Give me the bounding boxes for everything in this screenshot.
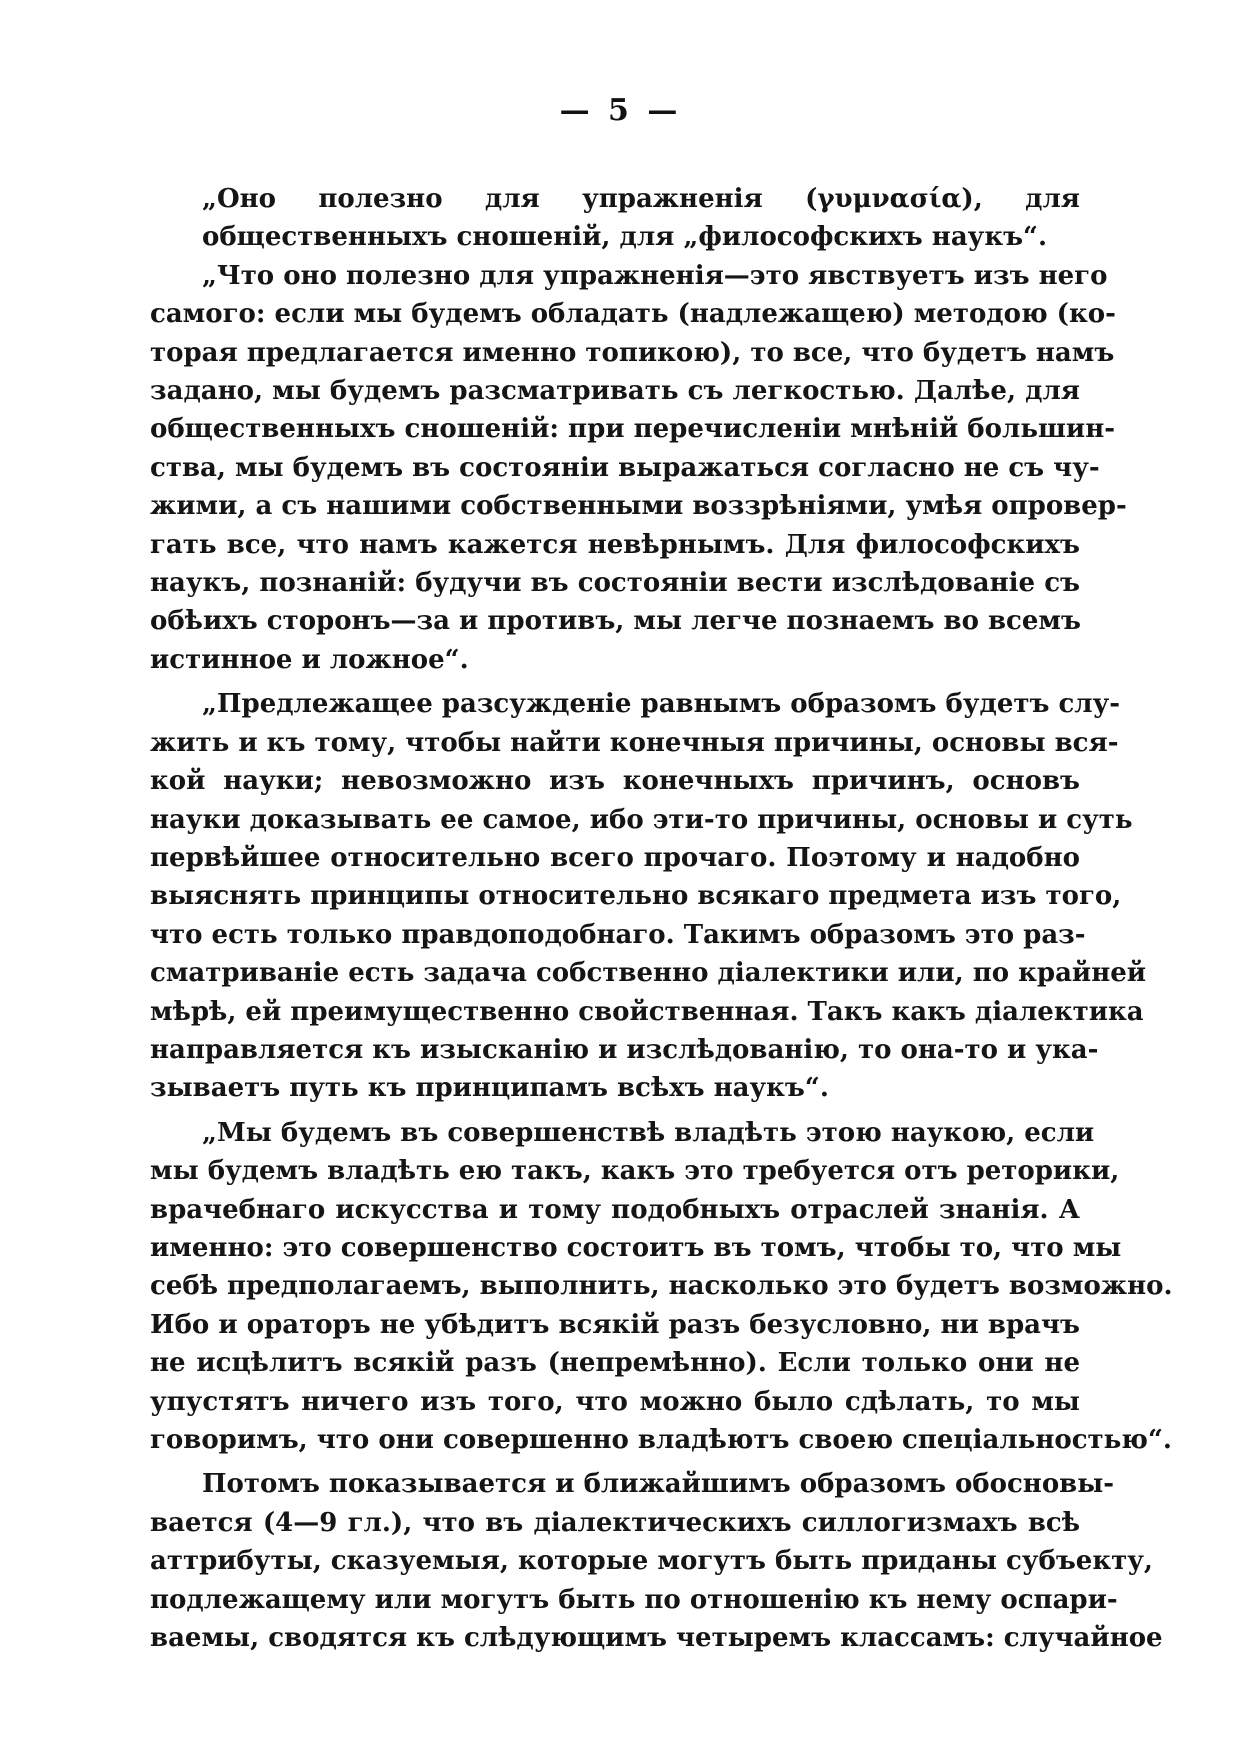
text-line: „Оно полезно для упражненія (γυμνασία), для общественныхъ сношеній, для „философскихъ наукъ“.: [202, 184, 1080, 253]
page-number: — 5 —: [559, 93, 682, 128]
text-line: мѣрѣ, ей преимущественно свойственная. Такъ какъ діалектика: [150, 996, 1144, 1027]
text-line: себѣ предполагаемъ, выполнить, насколько это будетъ возможно.: [150, 1271, 1173, 1302]
text-line: задано, мы будемъ разсматривать съ легкостью. Далѣе, для: [150, 376, 1080, 407]
text-line: кой науки; невозможно изъ конечныхъ причинъ, основъ: [150, 766, 1080, 797]
text-line: подлежащему или могутъ быть по отношенію къ нему оспари-: [150, 1584, 1118, 1615]
text-line: гать все, что намъ кажется невѣрнымъ. Для философскихъ: [150, 529, 1080, 560]
text-line: ваемы, сводятся къ слѣдующимъ четыремъ классамъ: случайное: [150, 1623, 1163, 1654]
text-line: науки доказывать ее самое, ибо эти-то причины, основы и суть: [150, 804, 1133, 835]
text-line: не исцѣлитъ всякій разъ (непремѣнно). Если только они не: [150, 1348, 1080, 1379]
text-line: обѣихъ сторонъ—за и противъ, мы легче познаемъ во всемъ: [150, 606, 1081, 637]
text-line: зываетъ путь къ принципамъ всѣхъ наукъ“.: [150, 1073, 829, 1104]
text-line: вается (4—9 гл.), что въ діалектическихъ силлогизмахъ всѣ: [150, 1507, 1080, 1538]
text-line: „Что оно полезно для упражненія—это явствуетъ изъ него: [202, 260, 1108, 291]
page-text: [150, 180, 1173, 1657]
text-line: что есть только правдоподобнаго. Такимъ образомъ это раз-: [150, 919, 1086, 950]
text-line: говоримъ, что они совершенно владѣютъ своею спеціальностью“.: [150, 1425, 1172, 1455]
text-line: направляется къ изысканію и изслѣдованію, то она-то и ука-: [150, 1034, 1099, 1065]
text-line: „Мы будемъ въ совершенствѣ владѣть этою наукою, если: [202, 1117, 1095, 1148]
text-line: первѣйшее относительно всего прочаго. Поэтому и надобно: [150, 842, 1080, 873]
text-line: самого: если мы будемъ обладать (надлежащею) методою (ко-: [150, 299, 1116, 330]
text-line: врачебнаго искусства и тому подобныхъ отраслей знанія. А: [150, 1194, 1080, 1225]
text-line: Ибо и ораторъ не убѣдитъ всякій разъ безусловно, ни врачъ: [150, 1309, 1080, 1340]
text-line: упустятъ ничего изъ того, что можно было сдѣлать, то мы: [150, 1386, 1080, 1417]
text-line: аттрибуты, сказуемыя, которые могутъ быть приданы субъекту,: [150, 1546, 1153, 1577]
text-line: жими, а съ нашими собственными воззрѣніями, умѣя опровер-: [150, 491, 1127, 522]
text-line: наукъ, познаній: будучи въ состояніи вести изслѣдованіе съ: [150, 568, 1080, 599]
text-line: мы будемъ владѣть ею такъ, какъ это требуется отъ реторики,: [150, 1156, 1120, 1187]
text-line: именно: это совершенство состоитъ въ томъ, чтобы то, что мы: [150, 1232, 1122, 1263]
text-line: жить и къ тому, чтобы найти конечныя причины, основы вся-: [150, 727, 1119, 758]
text-line: выяснять принципы относительно всякаго предмета изъ того,: [150, 881, 1122, 912]
text-line: торая предлагается именно топикою), то все, что будетъ намъ: [150, 337, 1115, 368]
text-line: „Предлежащее разсужденіе равнымъ образомъ будетъ слу-: [202, 689, 1121, 720]
text-line: истинное и ложное“.: [150, 644, 469, 675]
text-line: ства, мы будемъ въ состояніи выражаться согласно не съ чу-: [150, 452, 1100, 483]
text-line: сматриваніе есть задача собственно діалектики или, по крайней: [150, 958, 1147, 989]
text-line: Потомъ показывается и ближайшимъ образомъ обосновы-: [202, 1469, 1115, 1500]
text-line: общественныхъ сношеній: при перечисленіи мнѣній большин-: [150, 414, 1116, 445]
